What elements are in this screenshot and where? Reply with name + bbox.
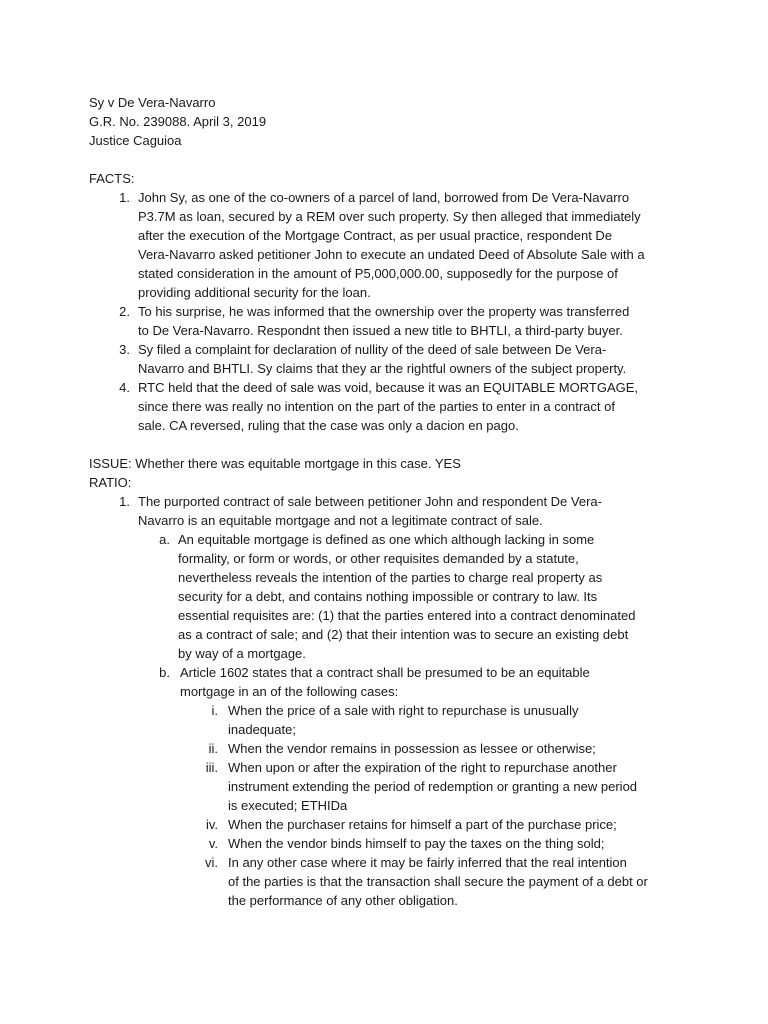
facts-item-line: Vera-Navarro asked petitioner John to execute an undated Deed of Absolute Sale with a	[138, 247, 645, 262]
facts-item-line: providing additional security for the loan.	[138, 285, 371, 300]
article-case-line: When upon or after the expiration of the right to repurchase another	[228, 760, 617, 775]
ratio-subitem-line: as a contract of sale; and (2) that their intention was to secure an existing debt	[178, 627, 629, 642]
article-case-line: of the parties is that the transaction shall secure the payment of a debt or	[228, 874, 648, 889]
facts-item-number: 2.	[119, 304, 130, 319]
ratio-subitem-number: b.	[159, 665, 170, 680]
facts-item-number: 4.	[119, 380, 130, 395]
issue-text: ISSUE: Whether there was equitable mortgage in this case. YES	[89, 456, 461, 471]
ratio-item-number: 1.	[119, 494, 130, 509]
facts-item-number: 3.	[119, 342, 130, 357]
facts-item-line: Sy filed a complaint for declaration of nullity of the deed of sale between De Vera-	[138, 342, 607, 357]
facts-item-line: to De Vera-Navarro. Respondnt then issued a new title to BHTLI, a third-party buyer.	[138, 323, 623, 338]
facts-heading: FACTS:	[89, 171, 135, 186]
case-name: Sy v De Vera-Navarro	[89, 95, 216, 110]
ratio-heading: RATIO:	[89, 475, 132, 490]
facts-item-line: sale. CA reversed, ruling that the case was only a dacion en pago.	[138, 418, 519, 433]
article-case-line: When the vendor remains in possession as lessee or otherwise;	[228, 741, 596, 756]
article-case-line: In any other case where it may be fairly inferred that the real intention	[228, 855, 627, 870]
ratio-item-line: Navarro is an equitable mortgage and not a legitimate contract of sale.	[138, 513, 543, 528]
facts-item-line: stated consideration in the amount of P5,000,000.00, supposedly for the purpose of	[138, 266, 618, 281]
article-case-number: i.	[211, 703, 218, 718]
ratio-item-line: The purported contract of sale between petitioner John and respondent De Vera-	[138, 494, 602, 509]
facts-item-line: John Sy, as one of the co-owners of a parcel of land, borrowed from De Vera-Navarro	[138, 190, 630, 205]
facts-item-line: To his surprise, he was informed that the ownership over the property was transferred	[138, 304, 630, 319]
article-case-line: is executed; ETHIDa	[228, 798, 348, 813]
article-case-line: instrument extending the period of redemption or granting a new period	[228, 779, 638, 794]
article-case-number: iv.	[205, 817, 218, 832]
ratio-subitem-line: Article 1602 states that a contract shall be presumed to be an equitable	[180, 665, 590, 680]
ratio-subitem-line: nevertheless reveals the intention of the parties to charge real property as	[178, 570, 603, 585]
article-case-number: vi.	[205, 855, 218, 870]
article-case-line: When the price of a sale with right to repurchase is unusually	[228, 703, 579, 718]
article-case-line: the performance of any other obligation.	[228, 893, 458, 908]
ratio-subitem-line: mortgage in an of the following cases:	[180, 684, 399, 699]
article-case-line: When the purchaser retains for himself a part of the purchase price;	[228, 817, 617, 832]
ratio-subitem-line: essential requisites are: (1) that the parties entered into a contract denominated	[178, 608, 636, 623]
article-case-number: v.	[208, 836, 218, 851]
ratio-subitem-line: by way of a mortgage.	[178, 646, 306, 661]
facts-item-line: after the execution of the Mortgage Contract, as per usual practice, respondent De	[138, 228, 613, 243]
article-case-line: inadequate;	[228, 722, 296, 737]
facts-item-line: RTC held that the deed of sale was void, because it was an EQUITABLE MORTGAGE,	[138, 380, 639, 395]
ratio-subitem-line: An equitable mortgage is defined as one which although lacking in some	[178, 532, 595, 547]
ponente: Justice Caguioa	[89, 133, 182, 148]
ratio-subitem-number: a.	[159, 532, 170, 547]
gr-number: G.R. No. 239088. April 3, 2019	[89, 114, 267, 129]
ratio-subitem-line: security for a debt, and contains nothing impossible or contrary to law. Its	[178, 589, 598, 604]
facts-item-line: Navarro and BHTLI. Sy claims that they ar the rightful owners of the subject property.	[138, 361, 627, 376]
facts-item-number: 1.	[119, 190, 130, 205]
article-case-line: When the vendor binds himself to pay the taxes on the thing sold;	[228, 836, 605, 851]
facts-item-line: since there was really no intention on the part of the parties to enter in a contract of	[138, 399, 615, 414]
facts-item-line: P3.7M as loan, secured by a REM over such property. Sy then alleged that immediately	[138, 209, 641, 224]
article-case-number: iii.	[205, 760, 218, 775]
ratio-subitem-line: formality, or form or words, or other requisites demanded by a statute,	[178, 551, 579, 566]
article-case-number: ii.	[208, 741, 218, 756]
